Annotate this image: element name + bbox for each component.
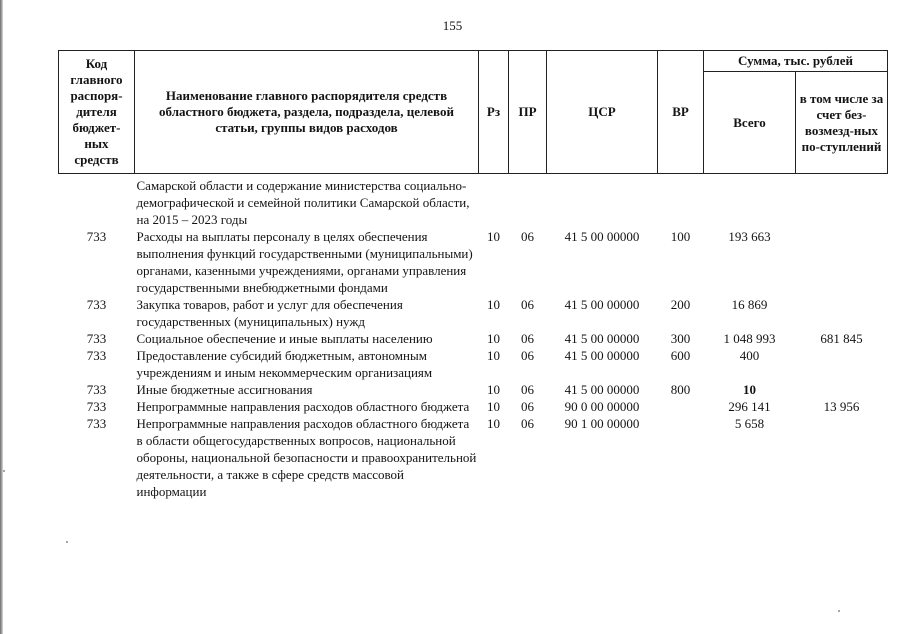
cell-name: Самарской области и содержание министерства социально-демографической и семейной политики Самарской области, на 2015 – 2023 годы [136,178,470,227]
header-name: Наименование главного распорядителя средств областного бюджета, раздела, подраздела, целевой статьи, группы видов расходов [135,51,479,174]
cell-rz: 10 [487,382,500,397]
cell-total: 296 141 [728,399,771,414]
cell-name: Иные бюджетные ассигнования [136,382,313,397]
cell-code: 733 [86,348,107,363]
cell-free: 681 845 [820,331,863,346]
cell-name: Непрограммные направления расходов областного бюджета [136,399,470,414]
table-row [59,347,888,381]
table-row [59,296,888,330]
cell-free [796,228,888,296]
cell-rz: 10 [487,348,500,363]
table-row [59,330,888,347]
cell-pr: 06 [521,229,534,244]
cell-name: Закупка товаров, работ и услуг для обеспечения государственных (муниципальных) нужд [136,297,403,329]
cell-total: 400 [739,348,760,363]
cell-vr: 600 [670,348,691,363]
page-edge-shadow [0,0,3,634]
cell-code: 733 [86,297,107,312]
cell-rz [479,174,509,229]
table-body [59,174,888,501]
cell-vr: 200 [670,297,691,312]
cell-name: Непрограммные направления расходов областного бюджета в области общегосударственных вопросов, национальной обороны, национальной безопасности и правоохранительной деятельности, а также в сфере средств массовой информации [136,416,477,499]
header-pr: ПР [509,51,547,174]
cell-code [59,174,135,229]
cell-code: 733 [86,416,107,431]
cell-rz: 10 [487,229,500,244]
cell-pr: 06 [521,416,534,431]
cell-code: 733 [86,399,107,414]
header-code: Код главного распоря-дителя бюджет-ных средств [59,51,135,174]
cell-name: Расходы на выплаты персоналу в целях обеспечения выполнения функций государственными (муниципальными) органами, казенными учреждениями, органами управления государственными внебюджетными фондами [136,229,473,295]
cell-free [796,347,888,381]
cell-total: 16 869 [731,297,768,312]
cell-vr [658,174,704,229]
cell-pr: 06 [521,297,534,312]
header-rz: Рз [479,51,509,174]
cell-vr [658,415,704,500]
cell-csr: 41 5 00 00000 [564,382,640,397]
cell-csr: 90 1 00 00000 [564,416,640,431]
table-row [59,381,888,398]
cell-pr [509,174,547,229]
cell-code: 733 [86,382,107,397]
cell-csr: 41 5 00 00000 [564,297,640,312]
cell-total: 10 [743,382,756,397]
header-sum: Сумма, тыс. рублей [704,51,888,72]
scan-speck [3,470,5,472]
cell-total: 5 658 [734,416,765,431]
cell-csr: 90 0 00 00000 [564,399,640,414]
cell-rz: 10 [487,416,500,431]
cell-vr [658,398,704,415]
table-row [59,415,888,500]
cell-free [796,296,888,330]
cell-code: 733 [86,331,107,346]
cell-pr: 06 [521,382,534,397]
cell-pr: 06 [521,348,534,363]
table-row [59,174,888,229]
cell-rz: 10 [487,331,500,346]
cell-pr: 06 [521,399,534,414]
table-header [59,51,888,174]
cell-total: 1 048 993 [723,331,776,346]
cell-vr: 800 [670,382,691,397]
cell-free [796,415,888,500]
cell-name: Социальное обеспечение и иные выплаты населению [136,331,433,346]
cell-name: Предоставление субсидий бюджетным, автономным учреждениям и иным некоммерческим организациям [136,348,433,380]
table-row [59,398,888,415]
scan-speck [66,541,68,543]
header-vr: ВР [658,51,704,174]
cell-rz: 10 [487,399,500,414]
budget-table [58,50,888,500]
cell-free: 13 956 [823,399,860,414]
cell-csr: 41 5 00 00000 [564,229,640,244]
scan-speck [838,610,840,612]
cell-code: 733 [86,229,107,244]
cell-vr: 300 [670,331,691,346]
cell-pr: 06 [521,331,534,346]
table-row [59,228,888,296]
cell-total [704,174,796,229]
cell-csr: 41 5 00 00000 [564,348,640,363]
cell-total: 193 663 [728,229,771,244]
cell-free [796,381,888,398]
cell-csr: 41 5 00 00000 [564,331,640,346]
cell-rz: 10 [487,297,500,312]
header-free: в том числе за счет без-возмезд-ных по-ступлений [796,72,888,174]
cell-csr [547,174,658,229]
header-total: Всего [704,72,796,174]
cell-vr: 100 [670,229,691,244]
header-csr: ЦСР [547,51,658,174]
cell-free [796,174,888,229]
page-number: 155 [442,18,463,33]
